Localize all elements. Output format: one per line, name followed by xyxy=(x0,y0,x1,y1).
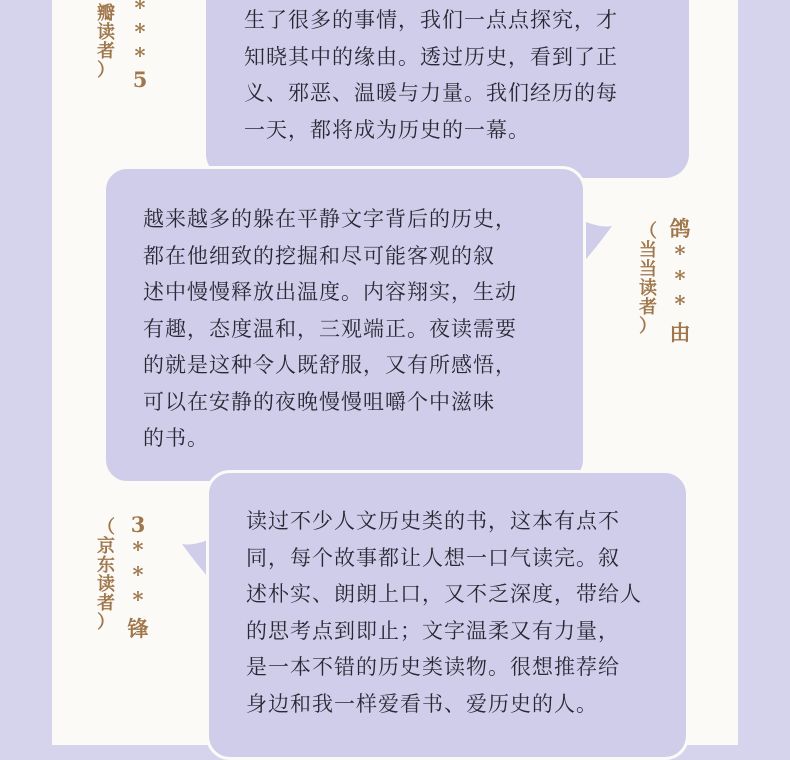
review-line: 述中慢慢释放出温度。内容翔实，生动 xyxy=(143,280,517,304)
name-char: 鸽 xyxy=(669,216,691,241)
review-line: 都在他细致的挖掘和尽可能客观的叙 xyxy=(143,243,495,268)
source-char: （ xyxy=(97,517,115,538)
review-line: 义、邪恶、温暖与力量。我们经历的每 xyxy=(244,81,618,105)
review-line: 的思考点到即止；文字温柔又有力量， xyxy=(246,618,620,643)
review-line: 可以在安静的夜晚慢慢咀嚼个中滋味 xyxy=(143,389,495,414)
name-char: 锋 xyxy=(127,616,149,641)
name-char: 由 xyxy=(669,320,691,345)
review-line: 同，每个故事都让人想一口气读完。叙 xyxy=(246,545,620,570)
source-char: （ xyxy=(639,221,657,242)
reviewer-2 xyxy=(636,216,696,356)
name-char: * xyxy=(132,537,144,562)
review-bubble-2 xyxy=(103,166,586,484)
name-char: * xyxy=(674,291,686,316)
name-char: 3 xyxy=(130,512,146,537)
review-line: 越来越多的躲在平静文字背后的历史， xyxy=(143,207,517,231)
review-bubble-3 xyxy=(206,470,689,760)
name-char: * xyxy=(134,19,146,44)
source-char: 当 xyxy=(639,259,657,280)
name-char: * xyxy=(674,266,686,291)
review-line: 述朴实、朗朗上口，又不乏深度，带给人 xyxy=(246,582,642,606)
review-line: 生了很多的事情，我们一点点探究，才 xyxy=(244,8,618,32)
name-char: 5 xyxy=(132,67,148,92)
review-line: 一天，都将成为历史的一幕。 xyxy=(244,117,530,142)
source-char: 读 xyxy=(97,574,115,595)
reviewer-3 xyxy=(94,512,154,652)
source-char: 东 xyxy=(97,555,115,576)
source-char: ） xyxy=(97,612,115,633)
review-line: 身边和我一样爱看书、爱历史的人。 xyxy=(246,691,598,716)
name-char: * xyxy=(674,241,686,266)
source-char: 当 xyxy=(639,240,657,261)
review-line: 读过不少人文历史类的书，这本有点不 xyxy=(246,509,620,533)
name-char: * xyxy=(134,0,146,20)
source-char: 京 xyxy=(97,536,115,557)
source-char: 瓣 xyxy=(97,3,115,24)
source-char: 者 xyxy=(97,593,115,614)
review-line: 是一本不错的历史类读物。很想推荐给 xyxy=(246,655,620,679)
review-line: 知晓其中的缘由。透过历史，看到了正 xyxy=(244,44,618,69)
source-char: ） xyxy=(639,316,657,337)
name-char: * xyxy=(134,43,146,68)
review-line: 的书。 xyxy=(143,426,209,450)
source-char: 者 xyxy=(97,41,115,62)
review-line: 有趣，态度温和，三观端正。夜读需要 xyxy=(143,316,517,341)
source-char: 者 xyxy=(639,297,657,318)
name-char: * xyxy=(132,587,144,612)
name-char: * xyxy=(132,562,144,587)
source-char: ） xyxy=(97,60,115,81)
reviewer-1 xyxy=(94,0,154,110)
source-char: 读 xyxy=(97,22,115,43)
review-bubble-1 xyxy=(206,0,689,178)
source-char: 读 xyxy=(639,278,657,299)
review-line: 的就是这种令人既舒服，又有所感悟， xyxy=(143,353,517,377)
